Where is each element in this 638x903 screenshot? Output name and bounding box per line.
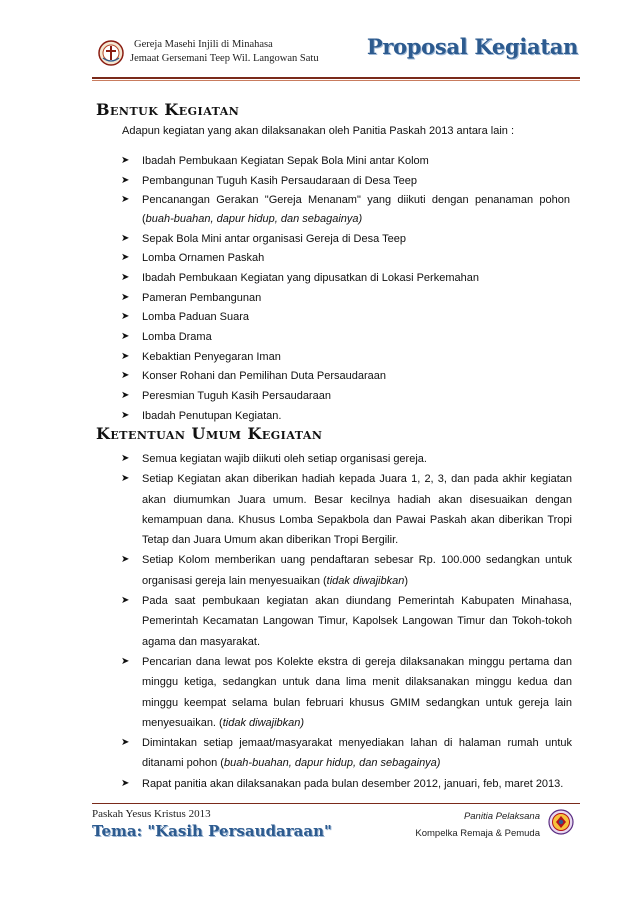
bullet-arrow-icon: ➤: [121, 252, 130, 264]
bullet-arrow-icon: ➤: [121, 232, 130, 244]
list-item: ➤ Dimintakan setiap jemaat/masyarakat menyediakan lahan di halaman rumah untuk ditanami pohon (buah-buahan, dapur hidup, dan sebagainya): [120, 733, 572, 774]
header-rule-thin: [92, 80, 580, 81]
document-title: Proposal Kegiatan: [366, 34, 578, 59]
bullet-arrow-icon: ➤: [121, 737, 130, 749]
list-item: ➤ Pencarian dana lewat pos Kolekte ekstra di gereja dilaksanakan minggu pertama dan minggu ketiga, sedangkan untuk dana lima menit dilaksanakan minggu kedua dan minggu keempat selama bulan februari khusus GMIM sedangkan untuk gereja lain menyesuaikan. (tidak diwajibkan): [120, 652, 572, 733]
bullet-arrow-icon: ➤: [121, 331, 130, 343]
bullet-arrow-icon: ➤: [121, 554, 130, 566]
gmim-logo-icon: [98, 40, 124, 66]
list-item: ➤ Lomba Ornamen Paskah: [120, 249, 570, 267]
footer-theme: Tema: "Kasih Persaudaraan": [92, 822, 332, 840]
bullet-arrow-icon: ➤: [121, 174, 130, 186]
list-item: ➤ Pameran Pembangunan: [120, 289, 570, 307]
bullet-arrow-icon: ➤: [121, 655, 130, 667]
bullet-arrow-icon: ➤: [121, 370, 130, 382]
list-item: ➤ Pada saat pembukaan kegiatan akan diundang Pemerintah Kabupaten Minahasa, Pemerintah Kecamatan Langowan Timur, Kapolsek Langowan Timur dan Tokoh-tokoh agama dan masyarakat.: [120, 591, 572, 652]
footer-rule: [92, 803, 580, 804]
rules-list: [120, 449, 572, 794]
bullet-arrow-icon: ➤: [121, 271, 130, 283]
list-item: ➤ Lomba Paduan Suara: [120, 308, 570, 326]
list-item: ➤ Ibadah Pembukaan Kegiatan Sepak Bola Mini antar Kolom: [120, 152, 570, 170]
church-name-line2: Jemaat Gersemani Teep Wil. Langowan Satu: [130, 53, 319, 64]
footer-committee-line1: Panitia Pelaksana: [463, 811, 540, 822]
bullet-arrow-icon: ➤: [121, 291, 130, 303]
bullet-arrow-icon: ➤: [121, 350, 130, 362]
list-item: ➤ Ibadah Penutupan Kegiatan.: [120, 407, 570, 425]
bullet-arrow-icon: ➤: [121, 311, 130, 323]
page-header: [92, 32, 580, 80]
kompelka-logo-icon: [548, 809, 574, 835]
list-item: ➤ Konser Rohani dan Pemilihan Duta Persaudaraan: [120, 367, 570, 385]
bullet-arrow-icon: ➤: [121, 390, 130, 402]
bullet-arrow-icon: ➤: [121, 194, 130, 206]
section-title-bentuk-kegiatan: Bentuk Kegiatan: [96, 100, 240, 119]
list-item: ➤ Semua kegiatan wajib diikuti oleh setiap organisasi gereja.: [120, 449, 572, 469]
list-item: ➤ Setiap Kolom memberikan uang pendaftaran sebesar Rp. 100.000 sedangkan untuk organisasi gereja lain menyesuaikan (tidak diwajibkan): [120, 550, 572, 591]
italic-note: tidak diwajibkan): [222, 716, 305, 729]
list-item: ➤ Kebaktian Penyegaran Iman: [120, 348, 570, 366]
list-item: ➤ Setiap Kegiatan akan diberikan hadiah kepada Juara 1, 2, 3, dan pada akhir kegiatan akan diumumkan Juara umum. Besar kecilnya hadiah akan disesuaikan dengan kemampuan dana. Khusus Lomba Sepakbola dan Pawai Paskah akan diberikan Tropi Tetap dan Juara Umum akan diberikan Tropi Bergilir.: [120, 469, 572, 550]
bullet-arrow-icon: ➤: [121, 155, 130, 166]
italic-note: tidak diwajibkan: [326, 574, 405, 587]
footer-event: Paskah Yesus Kristus 2013: [92, 808, 211, 820]
footer-committee-line2: Kompelka Remaja & Pemuda: [415, 828, 540, 839]
list-item: ➤ Rapat panitia akan dilaksanakan pada bulan desember 2012, januari, feb, maret 2013.: [120, 774, 572, 794]
section-title-ketentuan-umum: Ketentuan Umum Kegiatan: [96, 424, 323, 443]
list-item: ➤ Sepak Bola Mini antar organisasi Gereja di Desa Teep: [120, 230, 570, 248]
bullet-arrow-icon: ➤: [121, 777, 130, 789]
italic-note: buah-buahan, dapur hidup, dan sebagainya): [145, 212, 363, 225]
list-item: ➤ Pencanangan Gerakan "Gereja Menanam" yang diikuti dengan penanaman pohon (buah-buahan, dapur hidup, dan sebagainya): [120, 191, 570, 228]
bullet-arrow-icon: ➤: [121, 473, 130, 485]
footer-committee: [415, 808, 540, 842]
bullet-arrow-icon: ➤: [121, 409, 130, 421]
bullet-arrow-icon: ➤: [121, 595, 130, 607]
activities-list: [120, 152, 570, 427]
section1-intro: Adapun kegiatan yang akan dilaksanakan oleh Panitia Paskah 2013 antara lain :: [122, 125, 515, 137]
header-rule: [92, 77, 580, 79]
list-item: ➤ Ibadah Pembukaan Kegiatan yang dipusatkan di Lokasi Perkemahan: [120, 269, 570, 287]
list-item: ➤ Lomba Drama: [120, 328, 570, 346]
list-item: ➤ Peresmian Tuguh Kasih Persaudaraan: [120, 387, 570, 405]
italic-note: buah-buahan, dapur hidup, dan sebagainya): [223, 757, 441, 770]
list-item: ➤ Pembangunan Tuguh Kasih Persaudaraan di Desa Teep: [120, 172, 570, 190]
church-name: [130, 38, 319, 66]
bullet-arrow-icon: ➤: [121, 453, 130, 464]
church-name-line1: Gereja Masehi Injili di Minahasa: [134, 39, 273, 50]
